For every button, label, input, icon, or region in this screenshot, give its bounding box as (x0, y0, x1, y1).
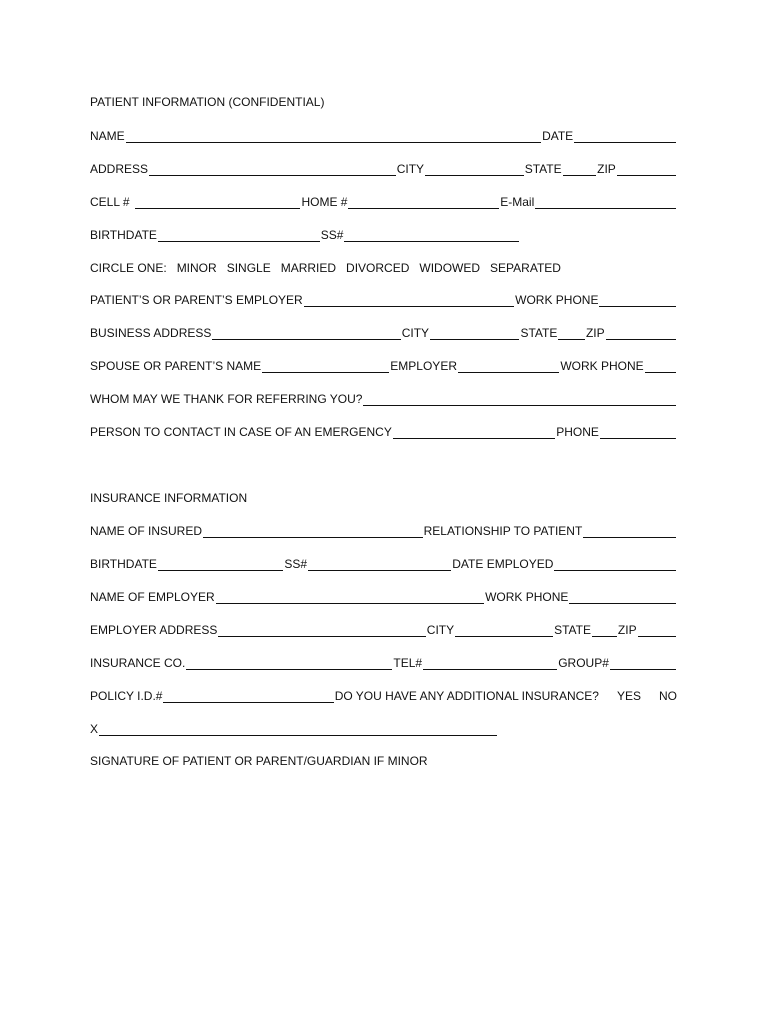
insured-work-phone-label: WORK PHONE (485, 590, 569, 604)
employer-row (90, 291, 677, 307)
insured-state-label: STATE (554, 623, 591, 637)
option-widowed[interactable]: WIDOWED (419, 261, 481, 275)
business-state-label: STATE (520, 326, 558, 340)
marital-status-row (90, 259, 677, 275)
birthdate-ss-row (90, 226, 520, 242)
business-address-label: BUSINESS ADDRESS (90, 326, 212, 340)
employer-address-row (90, 621, 677, 637)
date-field[interactable] (574, 132, 676, 143)
email-label: E-Mail (500, 195, 535, 209)
state-label: STATE (524, 162, 562, 176)
no-option[interactable]: NO (659, 689, 677, 703)
date-employed-label: DATE EMPLOYED (452, 557, 554, 571)
insured-city-label: CITY (426, 623, 455, 637)
emergency-field[interactable] (393, 428, 555, 439)
circle-one-label: CIRCLE ONE: (90, 261, 167, 275)
insured-zip-field[interactable] (638, 626, 676, 637)
signature-field[interactable] (99, 725, 497, 736)
name-date-row (90, 127, 677, 143)
insured-name-field[interactable] (203, 527, 423, 538)
cell-field[interactable] (135, 198, 301, 209)
insured-birthdate-label: BIRTHDATE (90, 557, 157, 571)
signature-caption-row (90, 752, 677, 768)
employer-address-field[interactable] (218, 626, 425, 637)
name-field[interactable] (126, 132, 541, 143)
spouse-work-phone-label: WORK PHONE (560, 359, 644, 373)
date-label: DATE (542, 129, 574, 143)
employer-name-label: NAME OF EMPLOYER (90, 590, 215, 604)
signature-mark: X (90, 722, 99, 736)
employer-label: PATIENT’S OR PARENT’S EMPLOYER (90, 293, 303, 307)
business-address-row (90, 324, 677, 340)
insured-ss-label: SS# (284, 557, 308, 571)
option-divorced[interactable]: DIVORCED (346, 261, 410, 275)
birthdate-label: BIRTHDATE (90, 228, 157, 242)
insured-birthdate-row (90, 555, 677, 571)
employer-field[interactable] (304, 296, 514, 307)
work-phone-label: WORK PHONE (515, 293, 599, 307)
insured-city-field[interactable] (455, 626, 553, 637)
insured-state-field[interactable] (592, 626, 617, 637)
city-label: CITY (396, 162, 425, 176)
tel-field[interactable] (423, 659, 557, 670)
policy-row (90, 687, 677, 703)
option-minor[interactable]: MINOR (176, 261, 217, 275)
option-married[interactable]: MARRIED (280, 261, 337, 275)
business-zip-label: ZIP (585, 326, 605, 340)
address-label: ADDRESS (90, 162, 149, 176)
address-row (90, 160, 677, 176)
cell-label: CELL # (90, 195, 130, 209)
business-address-field[interactable] (212, 329, 400, 340)
relationship-field[interactable] (583, 527, 676, 538)
insurance-company-row (90, 654, 677, 670)
work-phone-field[interactable] (599, 296, 676, 307)
tel-label: TEL# (393, 656, 423, 670)
business-zip-field[interactable] (606, 329, 676, 340)
signature-caption: SIGNATURE OF PATIENT OR PARENT/GUARDIAN IF MINOR (90, 754, 428, 768)
spouse-employer-label: EMPLOYER (390, 359, 457, 373)
policy-field[interactable] (163, 692, 333, 703)
yes-option[interactable]: YES (616, 689, 641, 703)
business-city-label: CITY (401, 326, 430, 340)
group-label: GROUP# (558, 656, 609, 670)
insured-name-label: NAME OF INSURED (90, 524, 203, 538)
option-single[interactable]: SINGLE (226, 261, 271, 275)
zip-field[interactable] (617, 165, 676, 176)
email-field[interactable] (535, 198, 676, 209)
date-employed-field[interactable] (554, 560, 676, 571)
insurance-heading-row (90, 489, 677, 505)
emergency-phone-label: PHONE (556, 425, 599, 439)
form-title: PATIENT INFORMATION (CONFIDENTIAL) (90, 95, 325, 109)
birthdate-field[interactable] (158, 231, 320, 242)
insured-work-phone-field[interactable] (569, 593, 676, 604)
home-label: HOME # (301, 195, 348, 209)
additional-insurance-label: DO YOU HAVE ANY ADDITIONAL INSURANCE? (334, 689, 599, 703)
referral-label: WHOM MAY WE THANK FOR REFERRING YOU? (90, 392, 363, 406)
address-field[interactable] (149, 165, 396, 176)
employer-address-label: EMPLOYER ADDRESS (90, 623, 218, 637)
insured-ss-field[interactable] (308, 560, 451, 571)
ss-label: SS# (320, 228, 344, 242)
spouse-name-label: SPOUSE OR PARENT’S NAME (90, 359, 262, 373)
referral-row (90, 390, 677, 406)
business-city-field[interactable] (430, 329, 519, 340)
signature-row (90, 720, 498, 736)
insurance-heading: INSURANCE INFORMATION (90, 491, 248, 505)
referral-field[interactable] (363, 395, 676, 406)
policy-label: POLICY I.D.# (90, 689, 163, 703)
insurance-company-field[interactable] (186, 659, 392, 670)
option-separated[interactable]: SEPARATED (490, 261, 561, 275)
city-field[interactable] (425, 165, 524, 176)
employer-name-row (90, 588, 677, 604)
insured-row (90, 522, 677, 538)
insured-birthdate-field[interactable] (158, 560, 284, 571)
spouse-name-field[interactable] (262, 362, 389, 373)
insurance-company-label: INSURANCE CO. (90, 656, 186, 670)
spouse-work-phone-field[interactable] (645, 362, 676, 373)
spouse-row (90, 357, 677, 373)
ss-field[interactable] (344, 231, 519, 242)
state-field[interactable] (563, 165, 597, 176)
insured-zip-label: ZIP (617, 623, 637, 637)
name-label: NAME (90, 129, 125, 143)
spouse-employer-field[interactable] (458, 362, 559, 373)
business-state-field[interactable] (558, 329, 585, 340)
phone-email-row (90, 193, 677, 209)
relationship-label: RELATIONSHIP TO PATIENT (423, 524, 583, 538)
emergency-label: PERSON TO CONTACT IN CASE OF AN EMERGENCY (90, 425, 392, 439)
zip-label: ZIP (597, 162, 616, 176)
group-field[interactable] (610, 659, 676, 670)
home-field[interactable] (348, 198, 499, 209)
employer-name-field[interactable] (216, 593, 484, 604)
emergency-phone-field[interactable] (600, 428, 676, 439)
emergency-row (90, 423, 677, 439)
